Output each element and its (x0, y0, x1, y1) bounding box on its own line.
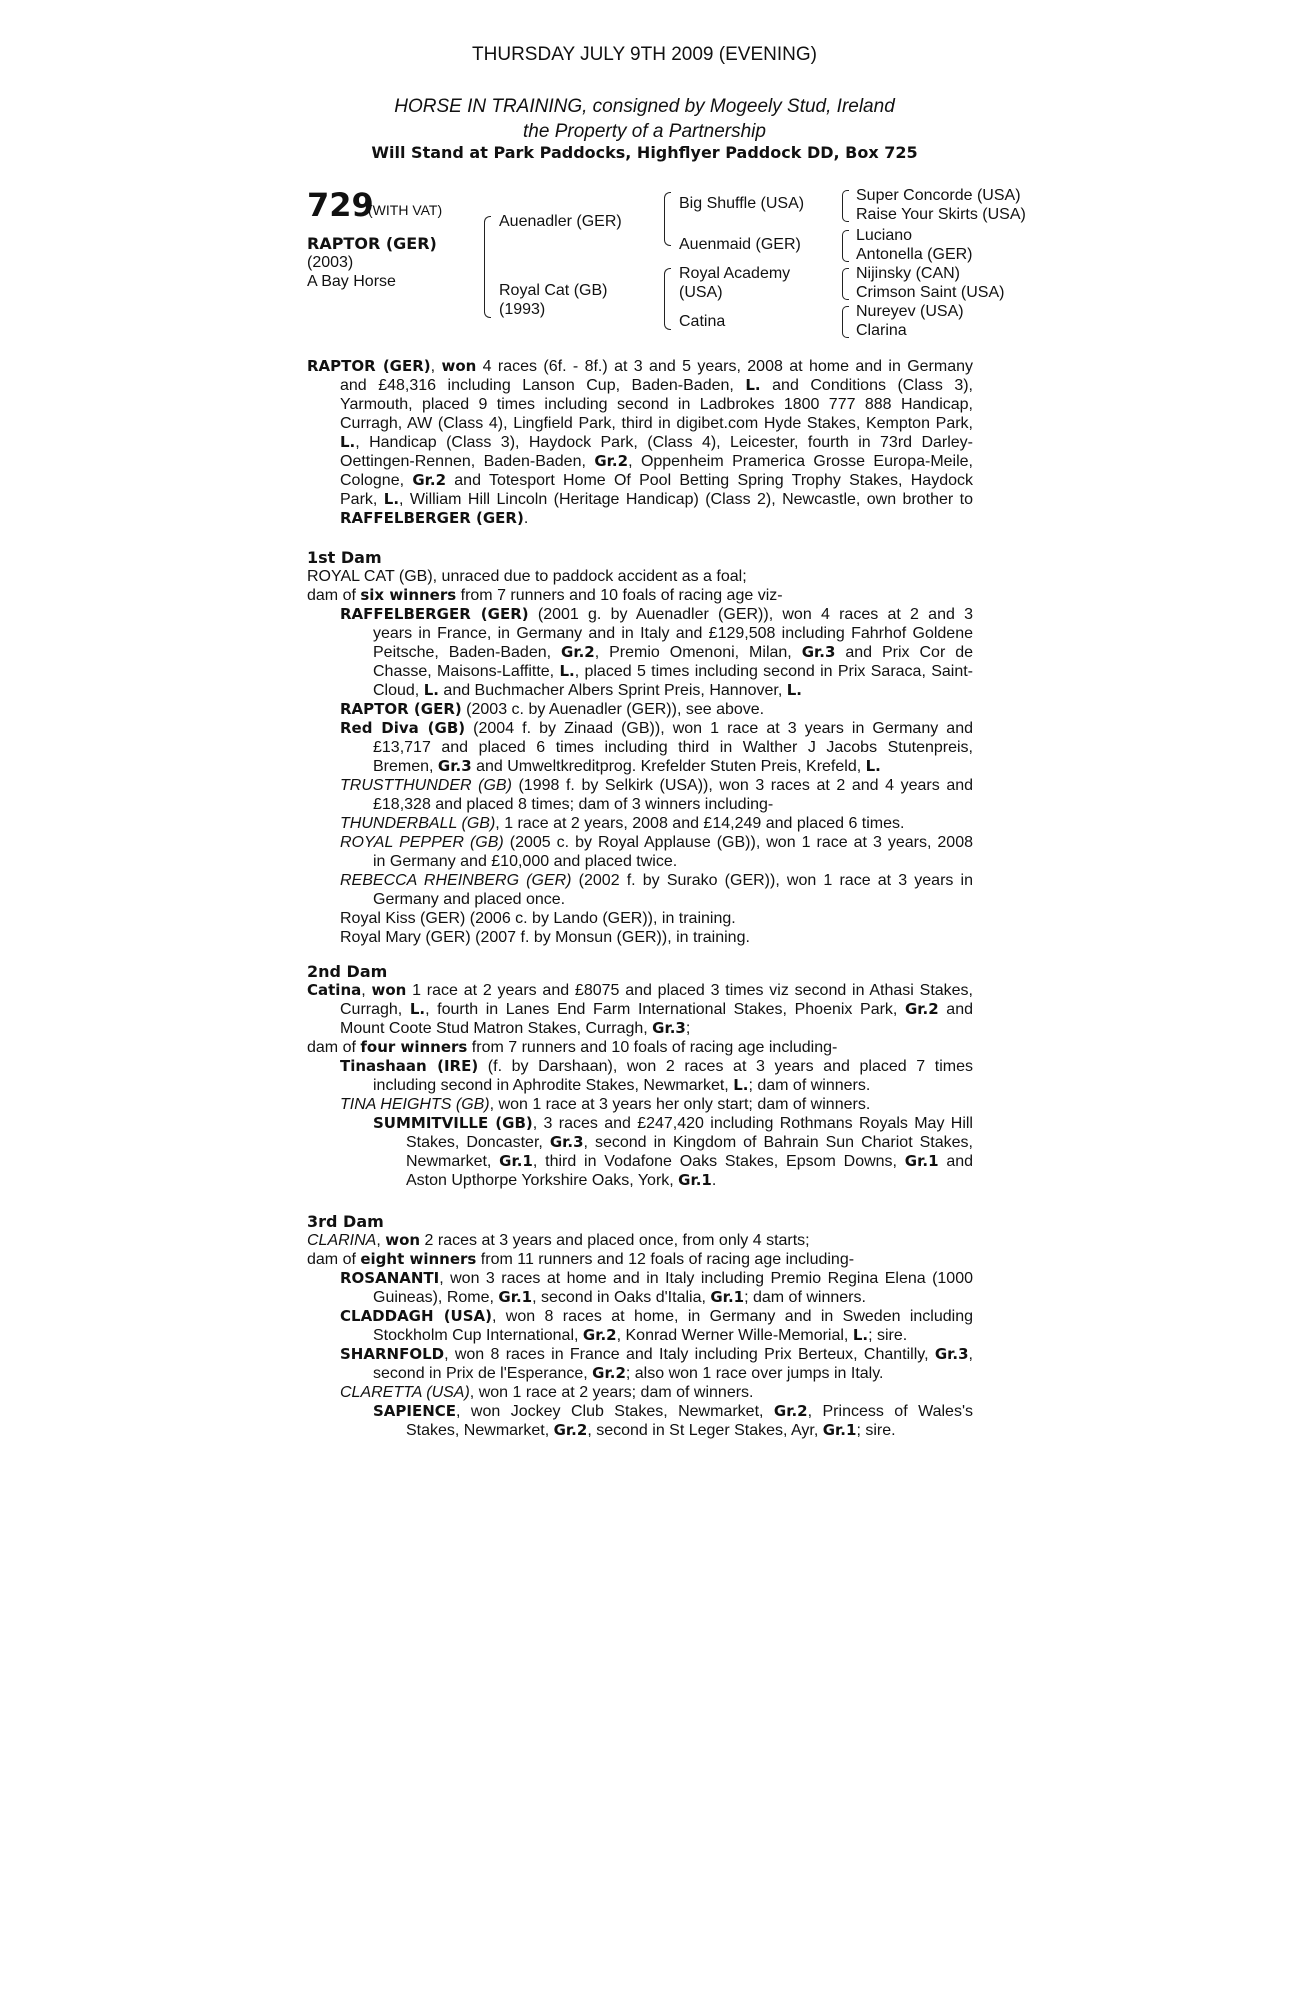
text-segment: L. (409, 1000, 426, 1018)
lot-number: 729 (307, 186, 374, 224)
text-segment: , William Hill Lincoln (Heritage Handicap) (Class 2), Newcastle, own brother to (399, 491, 973, 508)
third-dam-line (307, 1250, 973, 1269)
text-segment: 2 races at 3 years and placed once, from only 4 starts; (420, 1232, 810, 1249)
third-dam-line (340, 1307, 973, 1326)
first-dam-line (373, 643, 973, 662)
text-segment: Bremen, (373, 758, 438, 775)
horse-year: (2003) (307, 254, 354, 271)
text-segment: four winners (360, 1038, 468, 1056)
first-dam-line (373, 681, 973, 700)
dam-sire-dam: Crimson Saint (USA) (856, 284, 1005, 301)
text-segment: ROYAL PEPPER (GB) (340, 834, 504, 851)
vat-note: (WITH VAT) (368, 202, 443, 218)
text-segment: TRUSTTHUNDER (GB) (340, 777, 512, 794)
first-dam-line (340, 719, 973, 738)
text-segment: won (371, 981, 407, 999)
text-segment: and Prix Cor de (835, 644, 974, 661)
first-dam-produce (307, 586, 907, 605)
text-segment: ROSANANTI (340, 1269, 440, 1287)
sire-dam-sire: Luciano (856, 227, 913, 244)
text-segment: won (385, 1231, 421, 1249)
sire-sire: Big Shuffle (USA) (679, 195, 805, 212)
text-segment: Gr.1 (499, 1152, 533, 1170)
text-segment: Aston Upthorpe Yorkshire Oaks, York, (406, 1172, 679, 1189)
text-segment: Gr.3 (801, 643, 836, 661)
text-segment: Curragh, (340, 1001, 410, 1018)
text-segment: Gr.2 (773, 1402, 808, 1420)
text-segment: second in Prix de l'Esperance, (373, 1365, 593, 1382)
text-segment: and Conditions (Class 3), (760, 377, 974, 394)
first-dam-line (373, 738, 973, 757)
text-segment: Gr.2 (561, 643, 595, 661)
pedigree-brace (842, 306, 849, 338)
text-segment: Gr.2 (553, 1421, 588, 1439)
text-segment: Chasse, Maisons-Laffitte, (373, 663, 560, 680)
third-dam-heading: 3rd Dam (307, 1212, 384, 1231)
text-segment: , (430, 358, 442, 375)
text-segment: ; (685, 1020, 691, 1037)
text-segment: , Handicap (Class 3), Haydock Park, (Class 4), Leicester, fourth in 73rd Darley- (355, 434, 973, 451)
text-segment: and Umweltkreditprog. Krefelder Stuten Preis, Krefeld, (471, 758, 866, 775)
first-dam-line (340, 909, 973, 928)
text-segment: Yarmouth, placed 9 times including second in Ladbrokes 1800 777 888 Handicap, (340, 396, 973, 413)
second-dam-line (406, 1171, 973, 1190)
consignor-line: HORSE IN TRAINING, consigned by Mogeely Stud, Ireland (394, 96, 895, 117)
text-segment: (2003 c. by Auenadler (GER)), see above. (461, 701, 765, 718)
text-segment: Gr.3 (934, 1345, 969, 1363)
text-segment: THUNDERBALL (GB) (340, 815, 496, 832)
text-segment: , won Jockey Club Stakes, Newmarket, (456, 1403, 774, 1420)
text-segment: L. (852, 1326, 869, 1344)
second-dam-line (406, 1152, 973, 1171)
text-segment: from 11 runners and 12 foals of racing age including- (476, 1251, 855, 1268)
text-segment: L. (423, 681, 439, 699)
text-segment: Stakes, Newmarket, (406, 1422, 554, 1439)
second-dam-line (373, 1114, 973, 1133)
third-dam-line (307, 1231, 973, 1250)
text-segment: Gr.2 (592, 1364, 626, 1382)
text-segment: Stockholm Cup International, (373, 1327, 583, 1344)
dam-sire-country: (USA) (679, 284, 723, 301)
text-segment: Peitsche, Baden-Baden, (373, 644, 562, 661)
text-segment: Gr.1 (710, 1288, 745, 1306)
text-segment: ; sire. (868, 1327, 908, 1344)
text-segment: , (376, 1232, 386, 1249)
text-segment: including second in Aphrodite Stakes, Newmarket, (373, 1077, 734, 1094)
text-segment: (2005 c. by Royal Applause (GB)), won 1 race at 3 years, 2008 (503, 834, 973, 851)
race-record-line (307, 357, 973, 376)
text-segment: in Germany and £10,000 and placed twice. (373, 853, 678, 870)
text-segment: (1998 f. by Selkirk (USA)), won 3 races at 2 and 4 years and (511, 777, 974, 794)
text-segment: Curragh, AW (Class 4), Lingfield Park, third in digibet.com Hyde Stakes, Kempton Park, (340, 415, 973, 432)
text-segment: Mount Coote Stud Matron Stakes, Curragh, (340, 1020, 653, 1037)
dam-year: (1993) (499, 301, 546, 318)
dam-sire: Royal Academy (679, 265, 791, 282)
text-segment: , won 1 race at 2 years; dam of winners. (469, 1384, 754, 1401)
sire-sire-sire: Super Concorde (USA) (856, 187, 1021, 204)
text-segment: SHARNFOLD (340, 1345, 445, 1363)
text-segment: , second in St Leger Stakes, Ayr, (587, 1422, 823, 1439)
text-segment: TINA HEIGHTS (GB) (340, 1096, 490, 1113)
second-dam-line (340, 1019, 973, 1038)
text-segment: CLARETTA (USA) (340, 1384, 470, 1401)
dam: Royal Cat (GB) (499, 282, 608, 299)
text-segment: L. (340, 433, 356, 451)
text-segment: Germany and placed once. (373, 891, 566, 908)
text-segment: eight winners (360, 1250, 477, 1268)
first-dam-line (373, 852, 973, 871)
text-segment: Gr.1 (678, 1171, 712, 1189)
text-segment: SAPIENCE (373, 1402, 457, 1420)
text-segment: CLARINA (307, 1232, 377, 1249)
third-dam-line (373, 1326, 973, 1345)
text-segment: and Totesport Home Of Pool Betting Spring Trophy Stakes, Haydock (446, 472, 973, 489)
first-dam-line (340, 700, 973, 719)
text-segment: , Premio Omenoni, Milan, (594, 644, 802, 661)
second-dam-line (340, 1057, 973, 1076)
race-record-line (340, 414, 973, 433)
pedigree-brace (664, 268, 671, 330)
text-segment: Gr.1 (822, 1421, 857, 1439)
text-segment: , second in Oaks d'Italia, (532, 1289, 711, 1306)
third-dam-line (340, 1383, 973, 1402)
text-segment: years in France, in Germany and in Italy and £129,508 including Fahrhof Goldene (373, 625, 973, 642)
first-dam-line (340, 928, 973, 947)
text-segment: Gr.2 (412, 471, 447, 489)
text-segment: RAPTOR (GER) (340, 700, 462, 718)
text-segment: , placed 5 times including second in Prix Saraca, Saint- (574, 663, 973, 680)
text-segment: , won 8 races at home, in Germany and in Sweden including (492, 1308, 974, 1325)
text-segment: , won 8 races in France and Italy including Prix Berteux, Chantilly, (444, 1346, 935, 1363)
text-segment: RAFFELBERGER (GER) (340, 509, 524, 527)
text-segment: Guineas), Rome, (373, 1289, 499, 1306)
text-segment: and (938, 1001, 973, 1018)
pedigree-brace (842, 268, 849, 300)
property-line: the Property of a Partnership (523, 121, 766, 142)
third-dam-line (373, 1288, 973, 1307)
first-dam-line (373, 795, 973, 814)
text-segment: RAPTOR (GER) (307, 357, 431, 375)
second-dam-line (373, 1076, 973, 1095)
first-dam-line (373, 890, 973, 909)
second-dam-line (406, 1133, 973, 1152)
second-dam-line (307, 981, 973, 1000)
second-dam-line (340, 1095, 973, 1114)
text-segment: Newmarket, (406, 1153, 500, 1170)
first-dam-heading: 1st Dam (307, 548, 382, 567)
text-segment: , third in Vodafone Oaks Stakes, Epsom Downs, (532, 1153, 905, 1170)
pedigree-brace (842, 230, 849, 262)
text-segment: Gr.1 (498, 1288, 533, 1306)
text-segment: dam of (307, 1251, 361, 1268)
sire-dam: Auenmaid (GER) (679, 236, 801, 253)
text-segment: , Oppenheim Pramerica Grosse Europa-Meile, (628, 453, 973, 470)
text-segment: SUMMITVILLE (GB) (373, 1114, 533, 1132)
text-segment: , won 3 races at home and in Italy including Premio Regina Elena (1000 (439, 1270, 973, 1287)
dam-sire-sire: Nijinsky (CAN) (856, 265, 960, 282)
text-segment: , Princess of Wales's (807, 1403, 974, 1420)
text-segment: Royal Kiss (GER) (2006 c. by Lando (GER)), in training. (340, 910, 736, 927)
text-segment: (2004 f. by Zinaad (GB)), won 1 race at 3 years in Germany and (465, 720, 973, 737)
text-segment: L. (559, 662, 575, 680)
text-segment: ; dam of winners. (744, 1289, 866, 1306)
third-dam-line (340, 1345, 973, 1364)
text-segment: Oettingen-Rennen, Baden-Baden, (340, 453, 595, 470)
text-segment: , won 1 race at 3 years her only start; dam of winners. (489, 1096, 871, 1113)
text-segment: and Buchmacher Albers Sprint Preis, Hannover, (438, 682, 787, 699)
race-record-line (340, 490, 973, 509)
third-dam-line (340, 1269, 973, 1288)
horse-name: RAPTOR (GER) (307, 234, 437, 253)
dam-dam-sire: Nureyev (USA) (856, 303, 964, 320)
text-segment: six winners (360, 586, 457, 604)
text-segment: Cloud, (373, 682, 424, 699)
text-segment: Gr.3 (652, 1019, 686, 1037)
first-dam-name: ROYAL CAT (GB), unraced due to paddock accident as a foal; (307, 568, 747, 585)
sire-sire-dam: Raise Your Skirts (USA) (856, 206, 1026, 223)
pedigree-brace (842, 190, 849, 222)
text-segment: from 7 runners and 10 foals of racing age including- (467, 1039, 838, 1056)
text-segment: , Konrad Werner Wille-Memorial, (616, 1327, 853, 1344)
dam-dam-dam: Clarina (856, 322, 907, 339)
text-segment: Gr.2 (582, 1326, 617, 1344)
second-dam-heading: 2nd Dam (307, 962, 388, 981)
first-dam-line (373, 624, 973, 643)
third-dam-line (406, 1421, 973, 1440)
text-segment: L. (865, 757, 881, 775)
first-dam-line (340, 605, 973, 624)
text-segment: Catina (307, 981, 362, 999)
text-segment: dam of (307, 1039, 361, 1056)
text-segment: CLADDAGH (USA) (340, 1307, 492, 1325)
text-segment: Red Diva (GB) (340, 719, 466, 737)
text-segment: , (968, 1346, 973, 1363)
race-record-line (340, 452, 973, 471)
text-segment: L. (383, 490, 400, 508)
text-segment: 1 race at 2 years and £8075 and placed 3 times viz second in Athasi Stakes, (406, 982, 974, 999)
text-segment: , 3 races and £247,420 including Rothmans Royals May Hill (532, 1115, 973, 1132)
text-segment: , second in Kingdom of Bahrain Sun Chariot Stakes, (583, 1134, 973, 1151)
text-segment: Tinashaan (IRE) (340, 1057, 479, 1075)
pedigree-brace (484, 216, 491, 318)
text-segment: Park, (340, 491, 384, 508)
first-dam-line (373, 662, 973, 681)
text-segment: , (361, 982, 372, 999)
text-segment: Gr.2 (904, 1000, 939, 1018)
text-segment: REBECCA RHEINBERG (GER) (340, 872, 572, 889)
text-segment: Gr.2 (594, 452, 629, 470)
first-dam-line (340, 871, 973, 890)
text-segment: and (938, 1153, 974, 1170)
race-record-line (340, 376, 973, 395)
text-segment: (2001 g. by Auenadler (GER)), won 4 races at 2 and 3 (528, 606, 973, 623)
race-record-line (340, 395, 973, 414)
text-segment: Gr.3 (437, 757, 472, 775)
text-segment: . (523, 510, 529, 527)
text-segment: Stakes, Doncaster, (406, 1134, 550, 1151)
text-segment: L. (745, 376, 761, 394)
stand-location: Will Stand at Park Paddocks, Highflyer Paddock DD, Box 725 (371, 143, 918, 162)
sire: Auenadler (GER) (499, 213, 622, 230)
text-segment: Cologne, (340, 472, 413, 489)
text-segment: Gr.1 (904, 1152, 939, 1170)
race-record-line (340, 471, 973, 490)
text-segment: ; dam of winners. (748, 1077, 871, 1094)
text-segment: (f. by Darshaan), won 2 races at 3 years and placed 7 times (478, 1058, 974, 1075)
text-segment: RAFFELBERGER (GER) (340, 605, 529, 623)
sale-date: THURSDAY JULY 9TH 2009 (EVENING) (472, 44, 817, 65)
text-segment: , 1 race at 2 years, 2008 and £14,249 and placed 6 times. (495, 815, 905, 832)
first-dam-line (373, 757, 973, 776)
text-segment: . (711, 1172, 717, 1189)
first-dam-line (340, 833, 973, 852)
text-segment: L. (786, 681, 802, 699)
pedigree-brace (664, 192, 671, 246)
third-dam-line (373, 1402, 973, 1421)
dam-dam: Catina (679, 313, 726, 330)
race-record-line (340, 433, 973, 452)
text-segment: and £48,316 including Lanson Cup, Baden-Baden, (340, 377, 746, 394)
text-segment: Royal Mary (GER) (2007 f. by Monsun (GER)), in training. (340, 929, 750, 946)
text-segment: £13,717 and placed 6 times including third in Walther J Jacobs Stutenpreis, (373, 739, 973, 756)
text-segment: 4 races (6f. - 8f.) at 3 and 5 years, 2008 at home and in Germany (476, 358, 974, 375)
sire-dam-dam: Antonella (GER) (856, 246, 973, 263)
text-segment: ; also won 1 race over jumps in Italy. (625, 1365, 884, 1382)
horse-description: A Bay Horse (307, 273, 396, 290)
text-segment: (2002 f. by Surako (GER)), won 1 race at 3 years in (571, 872, 973, 889)
text-segment: dam of (307, 587, 361, 604)
second-dam-line (307, 1038, 973, 1057)
text-segment: L. (733, 1076, 749, 1094)
text-segment: , fourth in Lanes End Farm International Stakes, Phoenix Park, (425, 1001, 905, 1018)
text-segment: £18,328 and placed 8 times; dam of 3 winners including- (373, 796, 774, 813)
text-segment: won (441, 357, 477, 375)
first-dam-line (340, 776, 973, 795)
third-dam-line (373, 1364, 973, 1383)
text-segment: Gr.3 (549, 1133, 584, 1151)
second-dam-line (340, 1000, 973, 1019)
text-segment: from 7 runners and 10 foals of racing age viz- (456, 587, 783, 604)
first-dam-line (340, 814, 973, 833)
text-segment: ; sire. (856, 1422, 896, 1439)
race-record-line (340, 509, 973, 528)
